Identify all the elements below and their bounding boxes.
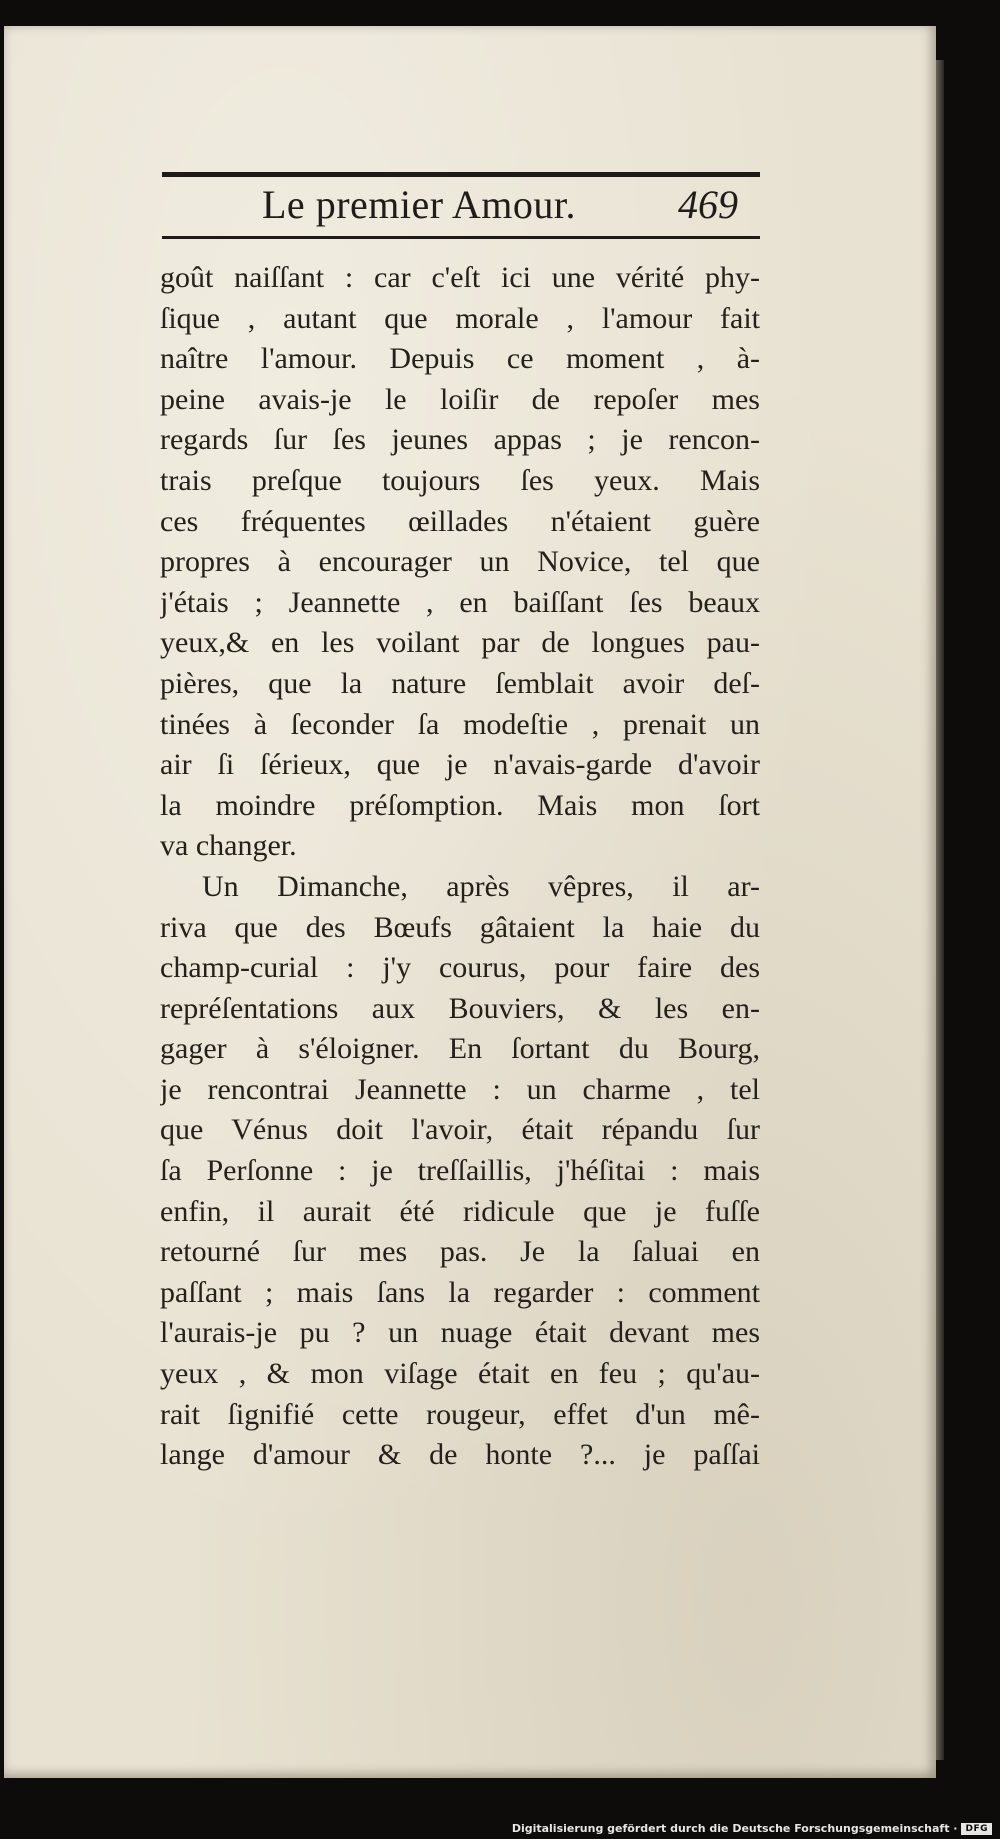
digitization-credit [512, 1822, 992, 1835]
text-line: la moindre préſomption. Mais mon ſort [160, 788, 760, 822]
page-edge [936, 60, 944, 1760]
text-line: pières, que la nature ſemblait avoir deſ- [160, 666, 760, 700]
text-line: peine avais-je le loiſir de repoſer mes [160, 382, 760, 416]
header-rule-top [162, 172, 760, 177]
text-line: goût naiſſant : car c'eſt ici une vérité phy- [160, 261, 760, 294]
text-line: ſique , autant que morale , l'amour fait [160, 301, 760, 335]
text-line: tinées à ſeconder ſa modeſtie , prenait un [160, 707, 760, 741]
text-line: l'aurais-je pu ? un nuage était devant mes [160, 1316, 760, 1350]
text-line: propres à encourager un Novice, tel que [160, 545, 760, 579]
text-line: va changer. [160, 829, 297, 863]
text-line: rait ſignifié cette rougeur, effet d'un mê- [160, 1397, 760, 1431]
text-line: naître l'amour. Depuis ce moment , à- [160, 342, 760, 376]
text-line: gager à s'éloigner. En ſortant du Bourg, [160, 1032, 760, 1066]
text-line: air ſi ſérieux, que je n'avais-garde d'avoir [160, 748, 760, 782]
running-title: Le premier Amour. [262, 182, 576, 227]
credit-text: Digitalisierung gefördert durch die Deutsche Forschungsgemeinschaft · [511, 1822, 958, 1835]
text-line: que Vénus doit l'avoir, était répandu ſur [160, 1113, 760, 1147]
text-line: lange d'amour & de honte ?... je paſſai [160, 1438, 760, 1472]
text-line: enfin, il aurait été ridicule que je fuſſe [160, 1194, 760, 1228]
text-line: champ-curial : j'y courus, pour faire des [160, 951, 760, 985]
header-rule-bottom [162, 236, 760, 239]
text-line: repréſentations aux Bouviers, & les en- [160, 991, 760, 1025]
text-line: riva que des Bœufs gâtaient la haie du [160, 910, 760, 944]
text-line: Un Dimanche, après vêpres, il ar- [202, 869, 760, 903]
body-text [160, 258, 760, 1476]
text-line: retourné ſur mes pas. Je la ſaluai en [160, 1235, 760, 1269]
text-line: j'étais ; Jeannette , en baiſſant ſes beaux [160, 585, 760, 619]
text-line: yeux , & mon viſage était en feu ; qu'au- [160, 1357, 760, 1391]
dfg-logo: DFG [961, 1823, 992, 1835]
text-line: regards ſur ſes jeunes appas ; je rencon- [160, 423, 760, 457]
text-line: trais preſque toujours ſes yeux. Mais [160, 463, 760, 497]
text-line: paſſant ; mais ſans la regarder : comment [160, 1275, 760, 1309]
page-number: 469 [678, 182, 738, 227]
text-line: ſa Perſonne : je treſſaillis, j'héſitai : mais [160, 1154, 760, 1188]
text-line: yeux,& en les voilant par de longues pau- [160, 626, 760, 660]
text-line: ces fréquentes œillades n'étaient guère [160, 504, 760, 538]
text-line: je rencontrai Jeannette : un charme , tel [160, 1072, 760, 1106]
